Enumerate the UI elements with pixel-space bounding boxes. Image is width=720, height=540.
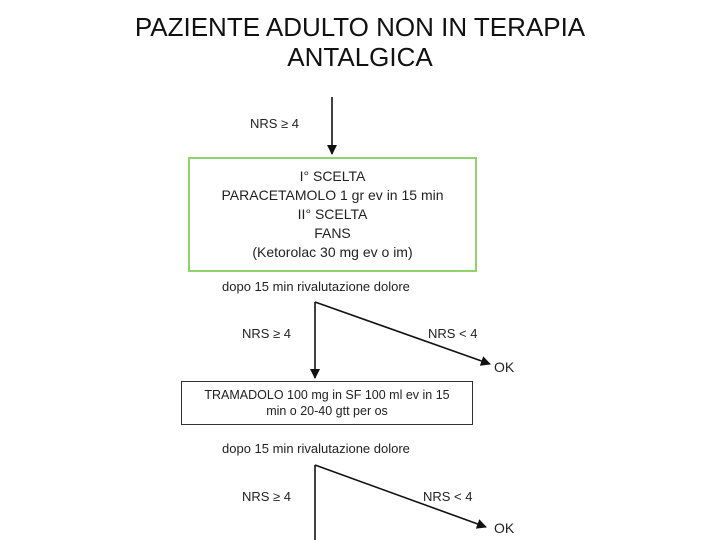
entry-nrs-label: NRS ≥ 4 [250,116,300,131]
first-choice-heading: I° SCELTA [299,168,366,184]
title-line-2: ANTALGICA [287,42,433,72]
branch-2-nrs-low-label: NRS < 4 [423,489,473,504]
reassessment-label-2: dopo 15 min rivalutazione dolore [222,441,410,456]
fans-text: FANS [314,225,351,241]
title-line-1: PAZIENTE ADULTO NON IN TERAPIA [134,12,586,42]
tramadolo-line-2: min o 20-40 gtt per os [266,404,388,418]
branch-2-ok-label: OK [494,520,515,536]
branch-2-nrs-high-label: NRS ≥ 4 [242,489,292,504]
tramadolo-line-1: TRAMADOLO 100 mg in SF 100 ml ev in 15 [204,388,450,402]
branch-1-nrs-low-label: NRS < 4 [428,326,478,341]
paracetamolo-text: PARACETAMOLO 1 gr ev in 15 min [221,187,444,203]
branch-1-ok-label: OK [494,359,515,375]
first-choice-box [188,157,477,272]
branch-1-nrs-high-label: NRS ≥ 4 [242,326,292,341]
reassessment-label-1: dopo 15 min rivalutazione dolore [222,279,410,294]
tramadolo-box [181,381,473,425]
second-choice-heading: II° SCELTA [297,206,368,222]
ketorolac-text: (Ketorolac 30 mg ev o im) [252,244,413,260]
